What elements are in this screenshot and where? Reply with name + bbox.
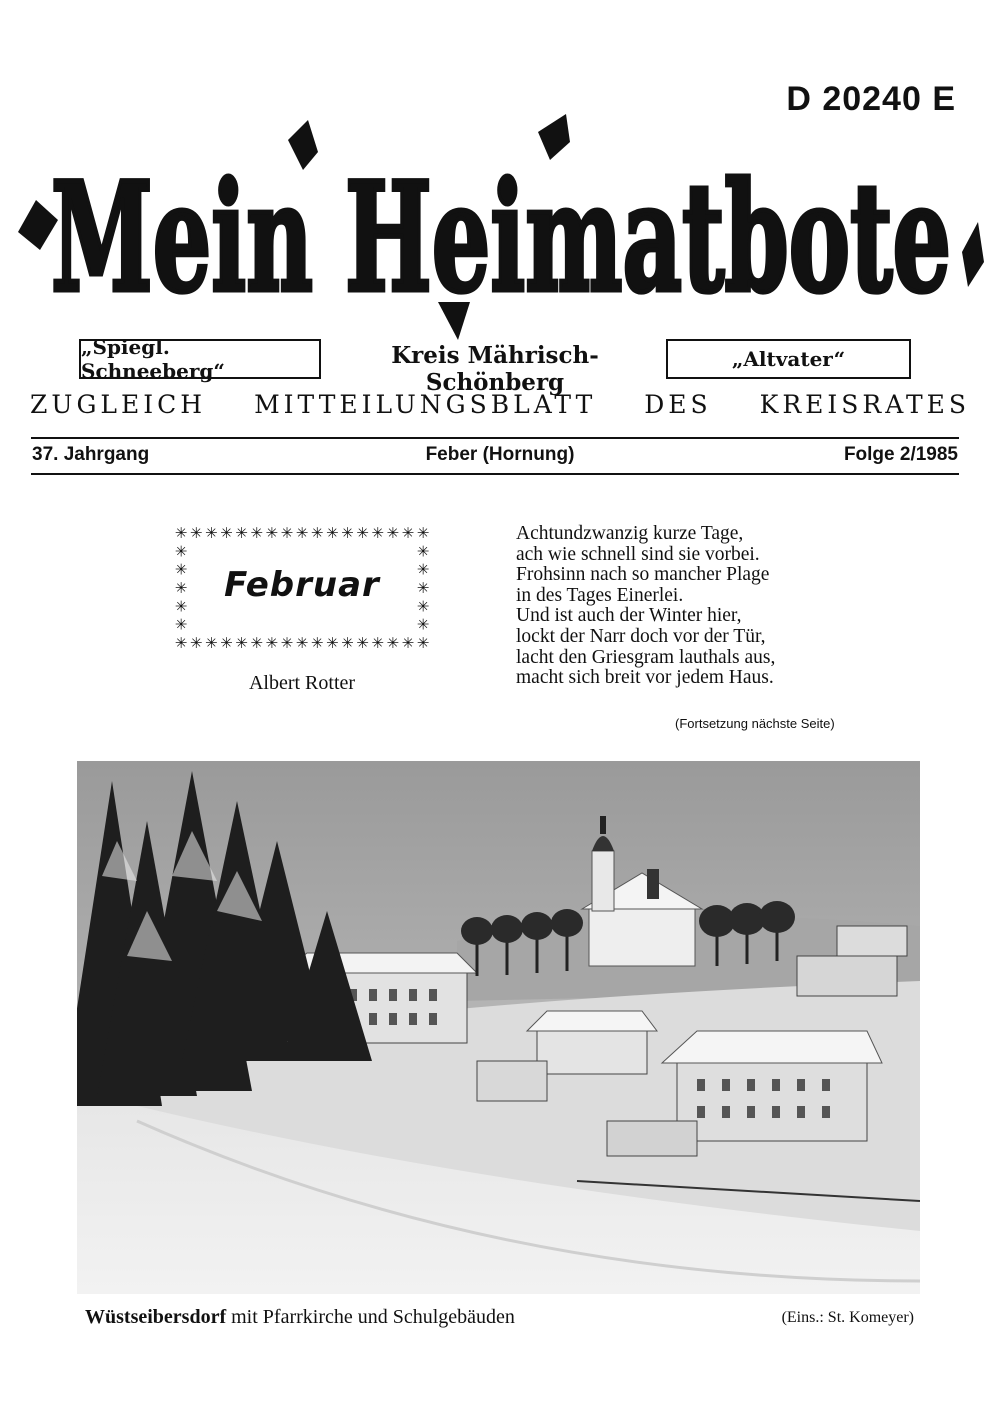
frame-star: ✳ bbox=[401, 634, 415, 652]
frame-star: ✳ bbox=[250, 524, 263, 542]
frame-star: ✳ bbox=[325, 524, 339, 542]
poem-author: Albert Rotter bbox=[248, 672, 356, 694]
header-rule-bottom bbox=[31, 473, 959, 475]
frame-star: ✳ bbox=[310, 524, 324, 542]
frame-star: ✳ bbox=[204, 634, 218, 652]
frame-star: ✳ bbox=[174, 524, 188, 542]
frame-star: ✳ bbox=[174, 634, 188, 652]
frame-star: ✳ bbox=[416, 560, 430, 579]
frame-star: ✳ bbox=[295, 634, 309, 652]
frame-star: ✳ bbox=[310, 634, 324, 652]
region-box-right bbox=[666, 339, 911, 379]
district-label: Kreis Mährisch-Schönberg bbox=[391, 342, 599, 396]
photo-credit: (Eins.: St. Komeyer) bbox=[781, 1309, 914, 1326]
village-photo bbox=[77, 761, 920, 1294]
volume-label: 37. Jahrgang bbox=[32, 444, 150, 465]
frame-star: ✳ bbox=[416, 579, 430, 597]
frame-star: ✳ bbox=[280, 524, 294, 542]
frame-star: ✳ bbox=[174, 597, 188, 616]
frame-star: ✳ bbox=[174, 579, 188, 597]
region-label-left: „Spiegl. Schneeberg“ bbox=[81, 335, 225, 383]
frame-star: ✳ bbox=[356, 634, 369, 652]
frame-star: ✳ bbox=[416, 634, 430, 652]
region-box-left bbox=[79, 335, 321, 383]
masthead-subtitle: ZUGLEICH MITTEILUNGSBLATT DES KREISRATES bbox=[30, 390, 970, 419]
frame-star: ✳ bbox=[416, 597, 430, 616]
poem-line: Frohsinn nach so mancher Plage bbox=[516, 564, 770, 586]
frame-star: ✳ bbox=[265, 524, 279, 542]
poem-line: lacht den Griesgram lauthals aus, bbox=[516, 646, 776, 668]
poem-line: Und ist auch der Winter hier, bbox=[516, 605, 742, 627]
frame-star: ✳ bbox=[295, 524, 309, 542]
continued-note: (Fortsetzung nächste Seite) bbox=[675, 716, 835, 731]
frame-star: ✳ bbox=[356, 524, 369, 542]
masthead-title bbox=[18, 112, 984, 342]
caption-description: mit Pfarrkirche und Schulgebäuden bbox=[226, 1306, 515, 1328]
frame-star: ✳ bbox=[174, 615, 188, 634]
frame-star: ✳ bbox=[341, 634, 354, 652]
poem-line: macht sich breit vor jedem Haus. bbox=[516, 667, 774, 689]
poem-line: Achtundzwanzig kurze Tage, bbox=[516, 523, 744, 544]
frame-star: ✳ bbox=[401, 524, 415, 542]
frame-star: ✳ bbox=[189, 634, 203, 652]
frame-star: ✳ bbox=[325, 634, 339, 652]
month-label: Feber (Hornung) bbox=[425, 444, 575, 465]
frame-star: ✳ bbox=[386, 634, 400, 652]
frame-star: ✳ bbox=[250, 634, 263, 652]
issue-code: D 20240 E bbox=[786, 80, 956, 118]
frame-star: ✳ bbox=[174, 542, 188, 561]
frame-star: ✳ bbox=[341, 524, 354, 542]
header-rule-top bbox=[31, 437, 959, 439]
frame-star: ✳ bbox=[280, 634, 294, 652]
frame-star: ✳ bbox=[174, 560, 188, 579]
poem-line: ach wie schnell sind sie vorbei. bbox=[516, 543, 760, 565]
poem-text bbox=[516, 524, 775, 689]
photo-caption bbox=[85, 1306, 515, 1329]
frame-star: ✳ bbox=[189, 524, 203, 542]
frame-star: ✳ bbox=[235, 524, 248, 542]
frame-star: ✳ bbox=[386, 524, 400, 542]
poem-line: in des Tages Einerlei. bbox=[516, 584, 684, 606]
frame-star: ✳ bbox=[204, 524, 218, 542]
poem-line: lockt der Narr doch vor der Tür, bbox=[516, 625, 766, 647]
frame-star: ✳ bbox=[371, 524, 384, 542]
frame-star: ✳ bbox=[416, 542, 430, 561]
frame-star: ✳ bbox=[235, 634, 248, 652]
masthead-text: Mein Heimatbote bbox=[51, 150, 951, 326]
caption-place: Wüstseibersdorf bbox=[85, 1306, 227, 1328]
issue-number: Folge 2/1985 bbox=[843, 444, 958, 465]
frame-star: ✳ bbox=[265, 634, 279, 652]
frame-star: ✳ bbox=[371, 634, 384, 652]
poem-title: Februar bbox=[224, 565, 380, 605]
frame-star: ✳ bbox=[416, 615, 430, 634]
frame-star: ✳ bbox=[220, 524, 233, 542]
frame-star: ✳ bbox=[220, 634, 233, 652]
region-label-right: „Altvater“ bbox=[731, 347, 846, 371]
frame-star: ✳ bbox=[416, 524, 430, 542]
